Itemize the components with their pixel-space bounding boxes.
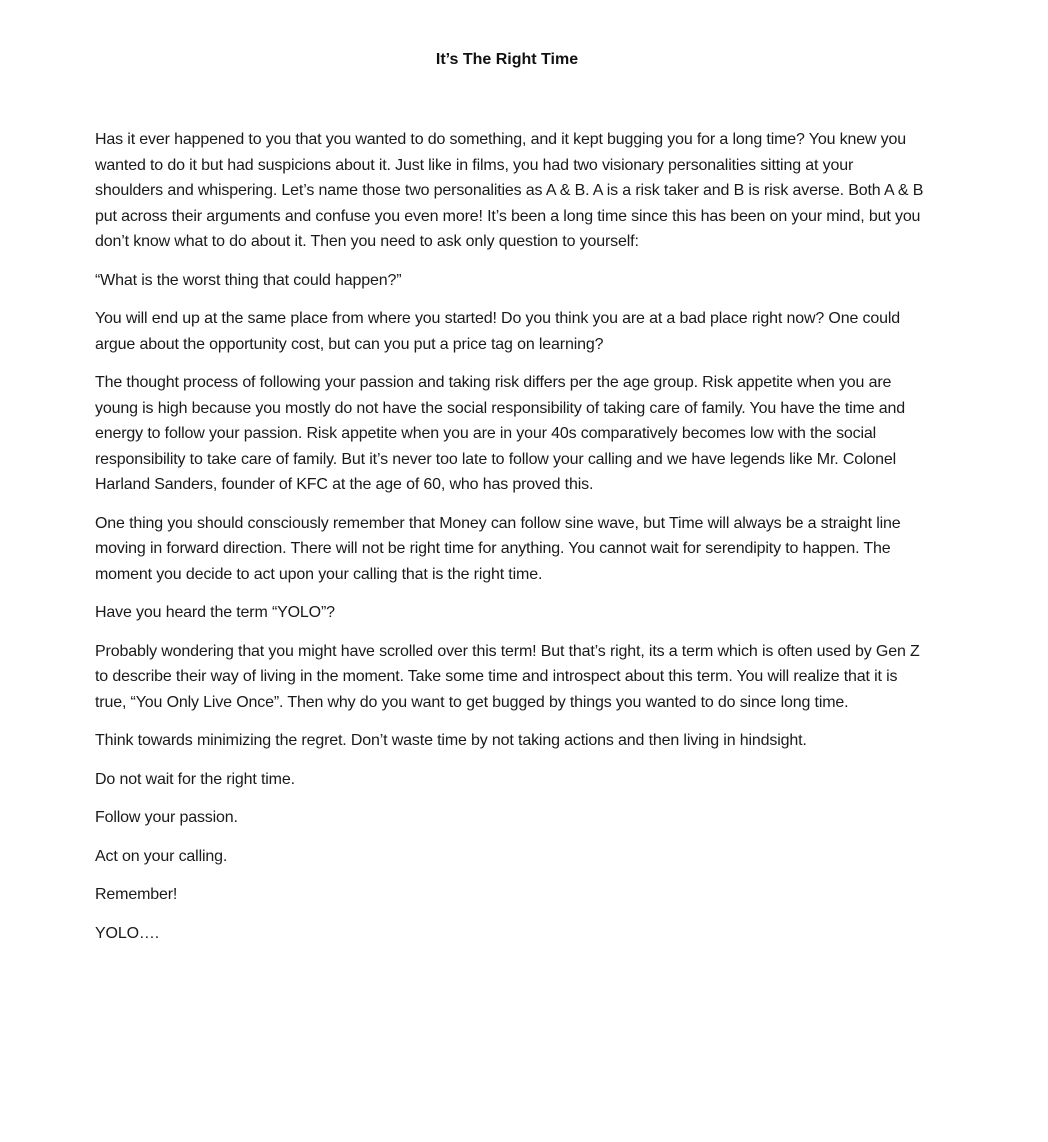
paragraph: Remember! bbox=[95, 886, 178, 903]
paragraph: Has it ever happened to you that you wanted to do something, and it kept bugging you for a long time? You knew you wanted to do it but had suspicions about it. Just like in films, you had two visionary personalities sitting at your shoulders and whispering. Let’s name those two personalities as A & B. A is a risk taker and B is risk averse. Both A & B put across their arguments and confuse you even more! It’s been a long time since this has been on your mind, but you don’t know what to do about it. Then you need to ask only question to yourself: bbox=[95, 131, 924, 250]
paragraph: “What is the worst thing that could happen?” bbox=[95, 271, 402, 289]
paragraph: The thought process of following your passion and taking risk differs per the age group. Risk appetite when you are young is high because you mostly do not have the social responsibility of taking care of family. You have the time and energy to follow your passion. Risk appetite when you are in your 40s comparatively becomes low with the social responsibility to take care of family. But it’s never too late to follow your calling and we have legends like Mr. Colonel Harland Sanders, founder of KFC at the age of 60, who has proved this. bbox=[95, 374, 906, 493]
paragraph: YOLO…. bbox=[95, 924, 160, 942]
document-title: It’s The Right Time bbox=[435, 51, 579, 68]
paragraph: One thing you should consciously remember that Money can follow sine wave, but Time will always be a straight line moving in forward direction. There will not be right time for anything. You cannot wait for serendipity to happen. The moment you decide to act upon your calling that is the right time. bbox=[95, 514, 901, 583]
document-body bbox=[95, 127, 925, 959]
paragraph: Think towards minimizing the regret. Don’t waste time by not taking actions and then living in hindsight. bbox=[95, 732, 807, 749]
paragraph: You will end up at the same place from where you started! Do you think you are at a bad place right now? One could argue about the opportunity cost, but can you put a price tag on learning? bbox=[95, 310, 901, 353]
paragraph: Act on your calling. bbox=[95, 847, 228, 865]
paragraph: Have you heard the term “YOLO”? bbox=[95, 604, 335, 621]
paragraph: Follow your passion. bbox=[95, 809, 238, 826]
paragraph: Do not wait for the right time. bbox=[95, 770, 295, 788]
paragraph: Probably wondering that you might have scrolled over this term! But that’s right, its a term which is often used by Gen Z to describe their way of living in the moment. Take some time and introspect about this term. You will realize that it is true, “You Only Live Once”. Then why do you want to get bugged by things you wanted to do since long time. bbox=[95, 642, 920, 711]
